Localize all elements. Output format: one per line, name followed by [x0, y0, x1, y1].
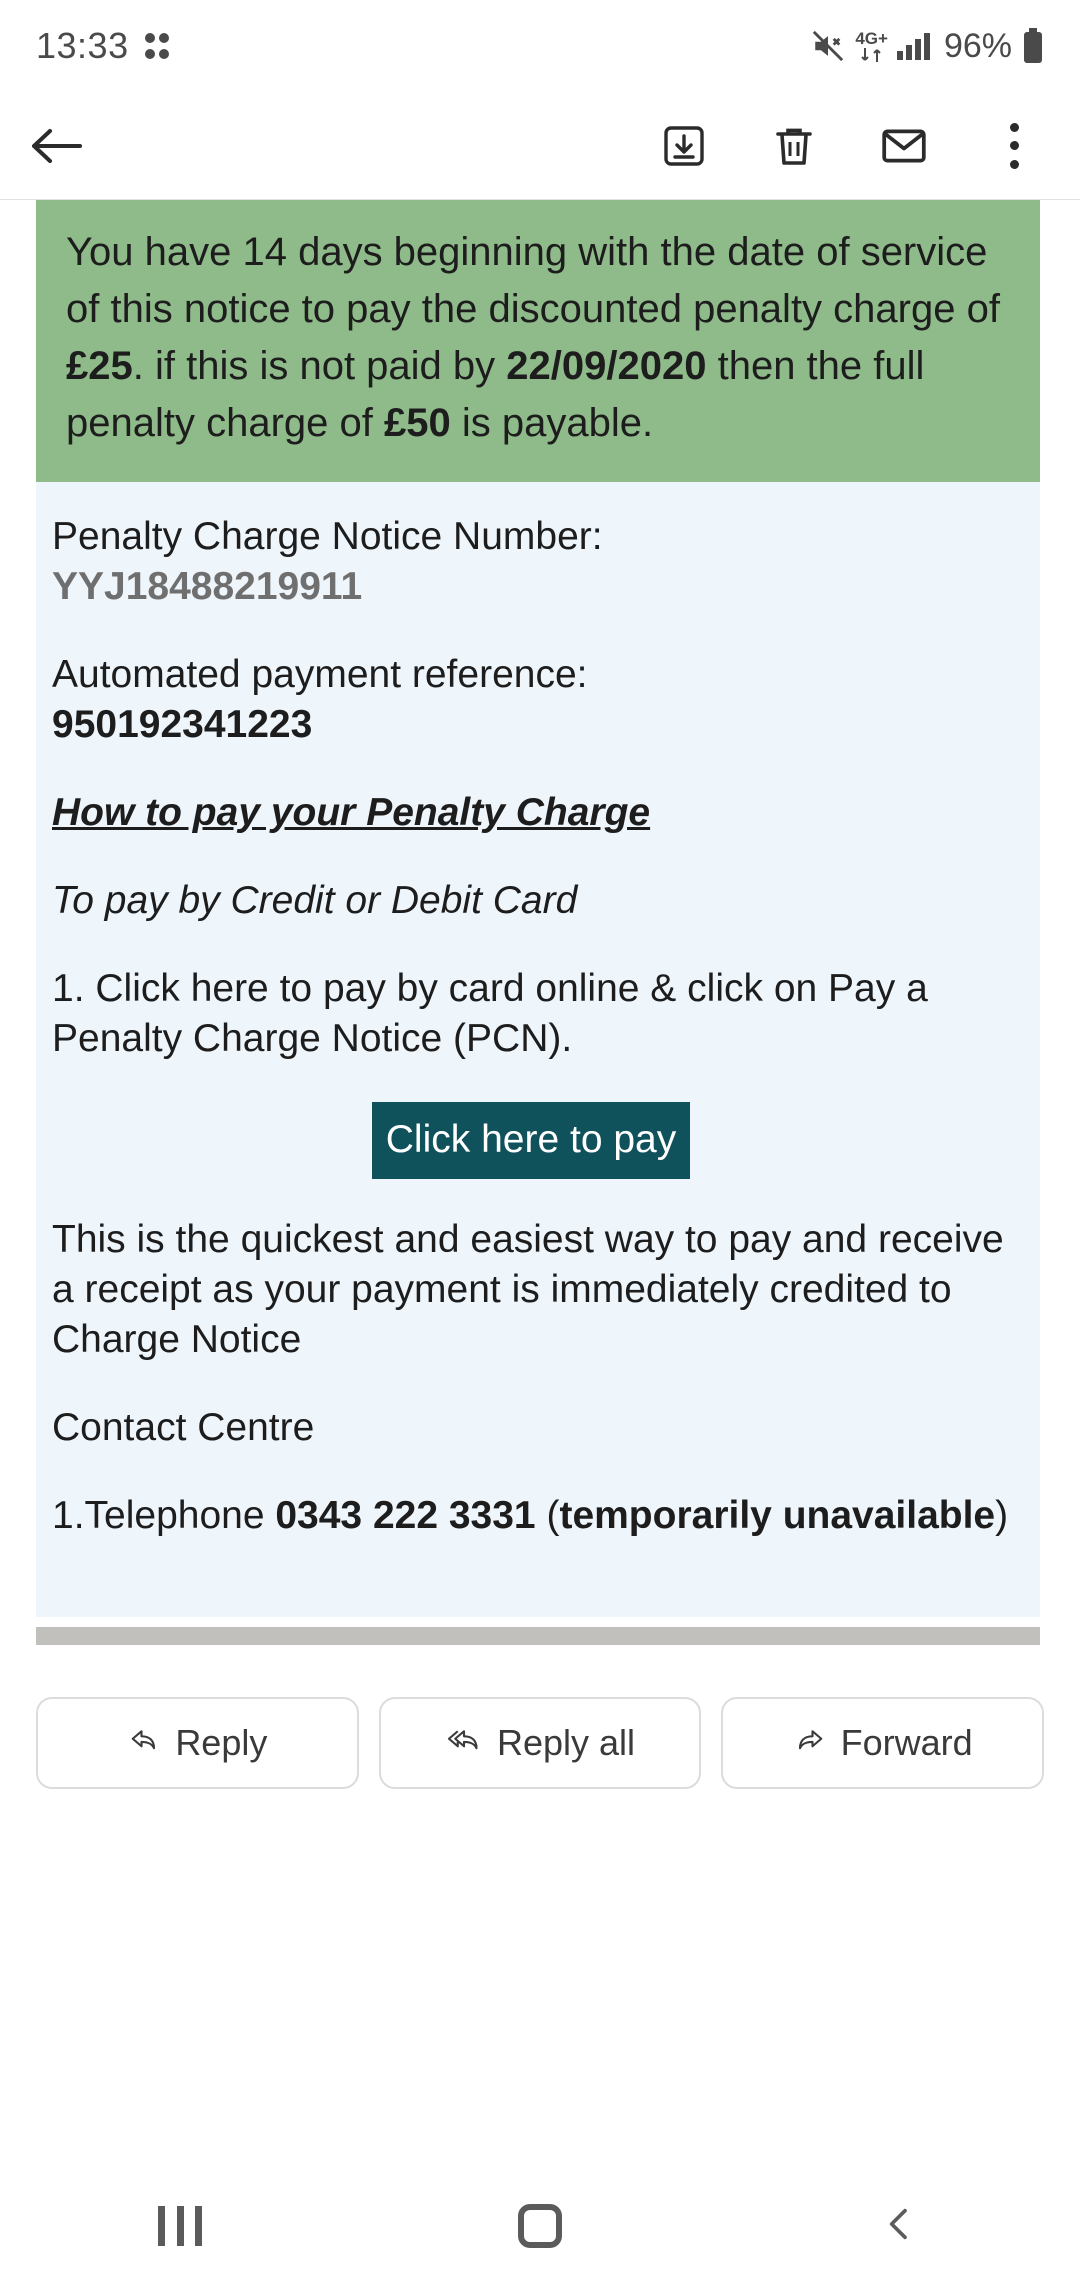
envelope-icon[interactable]	[876, 118, 932, 174]
back-arrow-icon[interactable]	[28, 118, 84, 174]
horizontal-scrollbar[interactable]	[36, 1627, 1040, 1645]
telephone-status: temporarily unavailable	[559, 1494, 996, 1537]
telephone-number[interactable]: 0343 222 3331	[275, 1494, 536, 1537]
back-chevron-icon	[880, 2204, 920, 2249]
email-details-section	[36, 482, 1040, 1617]
data-transfer-icon	[859, 47, 885, 63]
quick-actions-bar	[36, 1697, 1044, 1789]
more-options-icon[interactable]	[986, 118, 1042, 174]
pay-button-container	[52, 1102, 1010, 1179]
telephone-suffix-close: )	[995, 1494, 1009, 1537]
contact-centre-heading: Contact Centre	[52, 1406, 315, 1449]
downloads-dots-icon	[145, 31, 171, 61]
payment-reference-number: 950192341223	[52, 703, 313, 746]
recents-button[interactable]	[152, 2198, 208, 2254]
reply-all-label: Reply all	[496, 1722, 636, 1763]
banner-text-part4: is payable.	[450, 401, 654, 445]
system-navigation-bar	[0, 2172, 1080, 2280]
battery-icon	[1022, 28, 1044, 64]
pcn-number: YYJ18488219911	[52, 565, 363, 608]
banner-deadline-date: 22/09/2020	[506, 344, 707, 388]
banner-text	[66, 224, 1010, 452]
how-to-pay-heading-block	[52, 788, 1010, 838]
telephone-suffix-open: (	[535, 1494, 560, 1537]
forward-label: Forward	[840, 1722, 973, 1763]
recents-icon	[158, 2206, 202, 2246]
reply-label: Reply	[175, 1722, 268, 1763]
banner-text-part3: then the full penalty charge of	[66, 344, 925, 445]
telephone-block	[52, 1491, 1010, 1541]
reply-all-icon	[445, 1722, 483, 1764]
reply-all-button[interactable]	[379, 1697, 702, 1789]
penalty-notice-banner	[36, 200, 1040, 482]
payment-reference-label: Automated payment reference:	[52, 653, 588, 696]
network-type-indicator: 4G+	[855, 30, 888, 63]
quickest-way-text: This is the quickest and easiest way to pay and receive a receipt as your payment is immediately credited to Charge Notice	[52, 1218, 1004, 1361]
app-bar	[0, 92, 1080, 200]
step-one-text: 1. Click here to pay by card online & click on Pay a Penalty Charge Notice (PCN).	[52, 967, 928, 1060]
banner-text-part2: . if this is not paid by	[132, 344, 507, 388]
status-bar	[0, 0, 1080, 92]
email-scroll-area[interactable]	[0, 200, 1080, 2190]
telephone-prefix: 1.Telephone	[52, 1494, 276, 1537]
archive-icon[interactable]	[656, 118, 712, 174]
app-bar-actions	[656, 118, 1052, 174]
pcn-label: Penalty Charge Notice Number:	[52, 515, 603, 558]
banner-text-part1: You have 14 days beginning with the date of service of this notice to pay the discounted penalty charge of	[66, 230, 1000, 331]
forward-button[interactable]	[721, 1697, 1044, 1789]
banner-discounted-amount: £25	[66, 344, 133, 388]
battery-percentage: 96%	[943, 26, 1012, 65]
signal-icon	[896, 31, 930, 61]
back-button[interactable]	[872, 2198, 928, 2254]
reply-button[interactable]	[36, 1697, 359, 1789]
mute-icon	[811, 29, 845, 63]
pcn-block	[52, 512, 1010, 612]
trash-icon[interactable]	[766, 118, 822, 174]
forward-icon	[793, 1722, 827, 1764]
home-button[interactable]	[512, 2198, 568, 2254]
status-left-icons	[145, 31, 171, 61]
status-clock: 13:33	[36, 25, 129, 66]
home-icon	[518, 2204, 562, 2248]
banner-full-amount: £50	[384, 401, 451, 445]
status-right-icons	[811, 27, 1044, 66]
card-subheading: To pay by Credit or Debit Card	[52, 879, 578, 922]
reply-icon	[127, 1722, 161, 1764]
click-here-to-pay-button[interactable]: Click here to pay	[372, 1102, 690, 1179]
how-to-pay-heading[interactable]: How to pay your Penalty Charge	[52, 791, 651, 834]
email-body	[36, 200, 1040, 1617]
payment-reference-block	[52, 650, 1010, 750]
